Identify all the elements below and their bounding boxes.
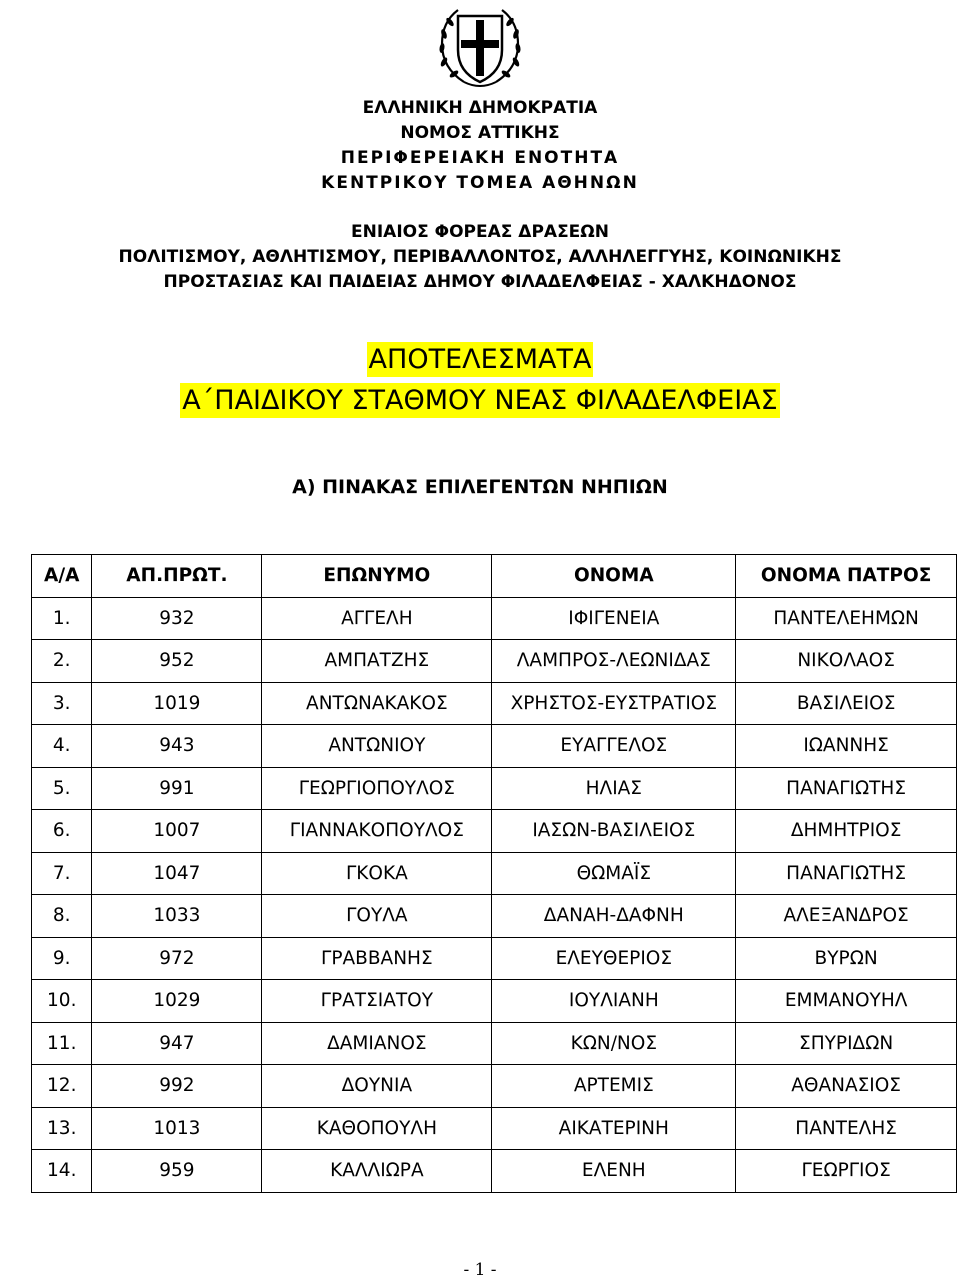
table-cell: 13. [32,1107,92,1150]
organization-header [0,220,960,295]
government-header [0,96,960,196]
table-cell: ΔΟΥΝΙΑ [262,1065,492,1108]
table-cell: ΔΗΜΗΤΡΙΟΣ [736,810,957,853]
table-cell: ΓΕΩΡΓΙΟΠΟΥΛΟΣ [262,767,492,810]
table-cell: ΙΦΙΓΕΝΕΙΑ [492,597,736,640]
table-row [32,895,957,938]
table-cell: ΑΡΤΕΜΙΣ [492,1065,736,1108]
table-cell: ΑΘΑΝΑΣΙΟΣ [736,1065,957,1108]
table-cell: ΠΑΝΑΓΙΩΤΗΣ [736,852,957,895]
table-cell: ΓΕΩΡΓΙΟΣ [736,1150,957,1193]
table-cell: ΗΛΙΑΣ [492,767,736,810]
header-line: ΠΕΡΙΦΕΡΕΙΑΚΗ ΕΝΟΤΗΤΑ [340,148,620,168]
table-cell: ΕΥΑΓΓΕΛΟΣ [492,725,736,768]
org-line: ΠΡΟΣΤΑΣΙΑΣ ΚΑΙ ΠΑΙΔΕΙΑΣ ΔΗΜΟΥ ΦΙΛΑΔΕΛΦΕΙΑΣ - ΧΑΛΚΗΔΟΝΟΣ [163,272,797,292]
table-cell: 10. [32,980,92,1023]
table-cell: ΓΚΟΚΑ [262,852,492,895]
table-cell: 5. [32,767,92,810]
table-row [32,1022,957,1065]
table-cell: ΚΑΘΟΠΟΥΛΗ [262,1107,492,1150]
table-cell: 7. [32,852,92,895]
table-cell: 1047 [92,852,262,895]
table-cell: 992 [92,1065,262,1108]
selected-children-table [31,554,957,1193]
table-cell: 1029 [92,980,262,1023]
table-cell: ΛΑΜΠΡΟΣ-ΛΕΩΝΙΔΑΣ [492,640,736,683]
table-cell: ΣΠΥΡΙΔΩΝ [736,1022,957,1065]
table-row [32,1107,957,1150]
column-header: ΟΝΟΜΑ ΠΑΤΡΟΣ [736,555,957,598]
org-line: ΕΝΙΑΙΟΣ ΦΟΡΕΑΣ ΔΡΑΣΕΩΝ [351,222,609,242]
org-line: ΠΟΛΙΤΙΣΜΟΥ, ΑΘΛΗΤΙΣΜΟΥ, ΠΕΡΙΒΑΛΛΟΝΤΟΣ, ΑΛΛΗΛΕΓΓΥΗΣ, ΚΟΙΝΩΝΙΚΗΣ [118,247,842,267]
table-cell: ΔΑΜΙΑΝΟΣ [262,1022,492,1065]
section-title: Α) ΠΙΝΑΚΑΣ ΕΠΙΛΕΓΕΝΤΩΝ ΝΗΠΙΩΝ [292,476,668,498]
table-cell: 2. [32,640,92,683]
table-row [32,1065,957,1108]
table-header-row [32,555,957,598]
column-header: Α/Α [32,555,92,598]
column-header: ΑΠ.ΠΡΩΤ. [92,555,262,598]
table-cell: 1013 [92,1107,262,1150]
table-cell: 972 [92,937,262,980]
results-title-block [0,342,960,424]
table-row [32,937,957,980]
table-cell: ΠΑΝΤΕΛΕΗΜΩΝ [736,597,957,640]
table-cell: 959 [92,1150,262,1193]
table-cell: ΓΙΑΝΝΑΚΟΠΟΥΛΟΣ [262,810,492,853]
table-cell: 1019 [92,682,262,725]
table-cell: 947 [92,1022,262,1065]
table-cell: ΒΥΡΩΝ [736,937,957,980]
table-cell: ΑΝΤΩΝΑΚΑΚΟΣ [262,682,492,725]
table-cell: ΑΜΠΑΤΖΗΣ [262,640,492,683]
coat-of-arms-icon [434,2,526,88]
table-row [32,1150,957,1193]
results-title: ΑΠΟΤΕΛΕΣΜΑΤΑ [368,344,592,375]
table-cell: ΠΑΝΑΓΙΩΤΗΣ [736,767,957,810]
table-row [32,682,957,725]
table-cell: ΑΛΕΞΑΝΔΡΟΣ [736,895,957,938]
table-cell: ΙΩΑΝΝΗΣ [736,725,957,768]
table-cell: ΚΑΛΛΙΩΡΑ [262,1150,492,1193]
header-line: ΚΕΝΤΡΙΚΟΥ ΤΟΜΕΑ ΑΘΗΝΩΝ [321,173,639,193]
table-cell: ΘΩΜΑΪΣ [492,852,736,895]
page-number: - 1 - [463,1260,497,1280]
column-header: ΟΝΟΜΑ [492,555,736,598]
table-cell: 8. [32,895,92,938]
table-cell: 6. [32,810,92,853]
table-row [32,852,957,895]
table-cell: 943 [92,725,262,768]
table-row [32,725,957,768]
table-cell: ΓΡΑΒΒΑΝΗΣ [262,937,492,980]
table-row [32,767,957,810]
table-cell: ΠΑΝΤΕΛΗΣ [736,1107,957,1150]
header-line: ΕΛΛΗΝΙΚΗ ΔΗΜΟΚΡΑΤΙΑ [362,98,598,118]
table-cell: ΓΟΥΛΑ [262,895,492,938]
table-cell: 9. [32,937,92,980]
table-cell: ΒΑΣΙΛΕΙΟΣ [736,682,957,725]
table-cell: ΓΡΑΤΣΙΑΤΟΥ [262,980,492,1023]
table-cell: 952 [92,640,262,683]
table-cell: ΙΟΥΛΙΑΝΗ [492,980,736,1023]
table-cell: ΝΙΚΟΛΑΟΣ [736,640,957,683]
table-cell: 1. [32,597,92,640]
table-cell: ΕΛΕΝΗ [492,1150,736,1193]
table-cell: 1033 [92,895,262,938]
table-cell: 3. [32,682,92,725]
header-line: ΝΟΜΟΣ ΑΤΤΙΚΗΣ [400,123,560,143]
table-row [32,980,957,1023]
table-cell: 4. [32,725,92,768]
table-cell: 932 [92,597,262,640]
table-cell: ΑΝΤΩΝΙΟΥ [262,725,492,768]
table-cell: 14. [32,1150,92,1193]
table-cell: 991 [92,767,262,810]
table-cell: ΑΓΓΕΛΗ [262,597,492,640]
table-cell: ΕΛΕΥΘΕΡΙΟΣ [492,937,736,980]
nursery-name: Α΄ΠΑΙΔΙΚΟΥ ΣΤΑΘΜΟΥ ΝΕΑΣ ΦΙΛΑΔΕΛΦΕΙΑΣ [182,385,778,416]
table-cell: ΕΜΜΑΝΟΥΗΛ [736,980,957,1023]
table-cell: ΔΑΝΑΗ-ΔΑΦΝΗ [492,895,736,938]
table-cell: 1007 [92,810,262,853]
table-cell: ΚΩΝ/ΝΟΣ [492,1022,736,1065]
table-cell: 12. [32,1065,92,1108]
table-cell: ΑΙΚΑΤΕΡΙΝΗ [492,1107,736,1150]
table-row [32,810,957,853]
table-row [32,640,957,683]
table-cell: 11. [32,1022,92,1065]
table-row [32,597,957,640]
table-cell: ΧΡΗΣΤΟΣ-ΕΥΣΤΡΑΤΙΟΣ [492,682,736,725]
table-cell: ΙΑΣΩΝ-ΒΑΣΙΛΕΙΟΣ [492,810,736,853]
column-header: ΕΠΩΝΥΜΟ [262,555,492,598]
